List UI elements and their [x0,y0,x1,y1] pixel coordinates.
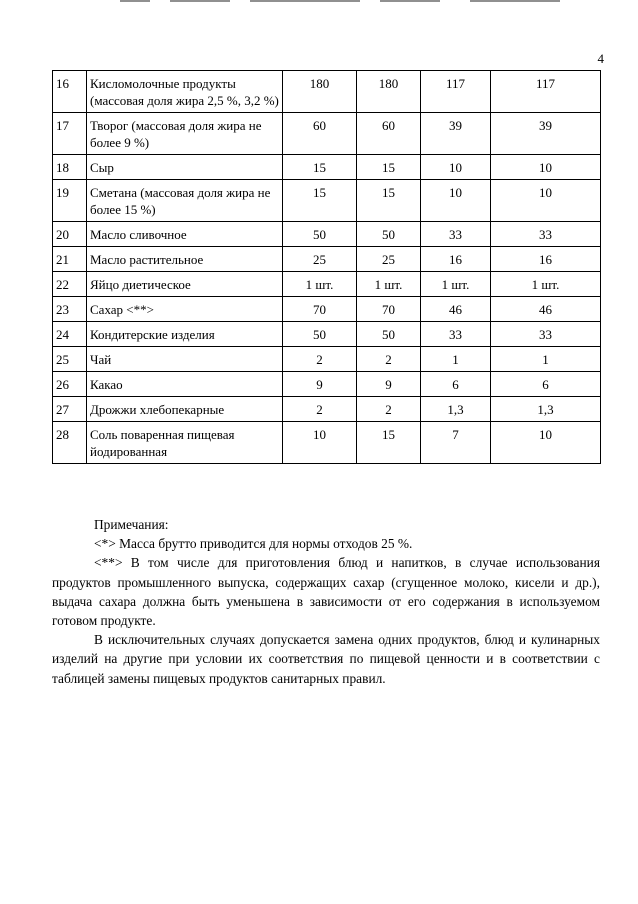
value-cell-col3: 1,3 [421,397,491,422]
value-cell-col2: 15 [357,155,421,180]
row-number-cell: 18 [53,155,87,180]
value-cell-col1: 25 [283,247,357,272]
value-cell-col4: 33 [491,222,601,247]
value-cell-col1: 10 [283,422,357,464]
value-cell-col3: 39 [421,113,491,155]
product-name-cell: Соль поваренная пищевая йодированная [87,422,283,464]
notes-heading: Примечания: [94,517,169,532]
row-number-cell: 27 [53,397,87,422]
value-cell-col4: 39 [491,113,601,155]
value-cell-col4: 117 [491,71,601,113]
value-cell-col3: 10 [421,155,491,180]
product-name-cell: Сметана (массовая доля жира не более 15 %) [87,180,283,222]
value-cell-col3: 117 [421,71,491,113]
table-row [53,397,601,422]
row-number-cell: 17 [53,113,87,155]
value-cell-col3: 33 [421,322,491,347]
value-cell-col2: 2 [357,347,421,372]
table-row [53,272,601,297]
table-row [53,347,601,372]
row-number-cell: 21 [53,247,87,272]
scan-artifact [380,0,440,2]
value-cell-col1: 9 [283,372,357,397]
note-gross-weight: <*> Масса брутто приводится для нормы отходов 25 %. [94,536,413,552]
value-cell-col3: 10 [421,180,491,222]
value-cell-col2: 1 шт. [357,272,421,297]
table-row [53,322,601,347]
value-cell-col2: 25 [357,247,421,272]
value-cell-col1: 2 [283,347,357,372]
product-name-cell: Чай [87,347,283,372]
product-name-cell: Сахар <**> [87,297,283,322]
row-number-cell: 26 [53,372,87,397]
value-cell-col2: 15 [357,180,421,222]
value-cell-col2: 50 [357,322,421,347]
product-name-cell: Масло растительное [87,247,283,272]
substitution-paragraph: В исключительных случаях допускается замена одних продуктов, блюд и кулинарных изделий на другие при условии их соответствия по пищевой ценности и в соответствии с таблицей замены пищевых продуктов санитарных правил. [52,632,600,686]
value-cell-col3: 33 [421,222,491,247]
page-number: 4 [597,51,604,66]
table-body [53,71,601,464]
value-cell-col2: 50 [357,222,421,247]
value-cell-col2: 180 [357,71,421,113]
value-cell-col4: 10 [491,180,601,222]
value-cell-col1: 60 [283,113,357,155]
row-number-cell: 24 [53,322,87,347]
value-cell-col2: 15 [357,422,421,464]
value-cell-col3: 46 [421,297,491,322]
row-number-cell: 23 [53,297,87,322]
note-sugar: <**> В том числе для приготовления блюд и напитков, в случае использования продуктов промышленного выпуска, содержащих сахар (сгущенное молоко, кисели и др.), выдача сахара должна быть уменьшена в зависимости от его содержания в используемом готовом продукте. [52,555,600,629]
scan-artifact [120,0,150,2]
value-cell-col4: 1,3 [491,397,601,422]
value-cell-col2: 70 [357,297,421,322]
table-row [53,155,601,180]
table-row [53,247,601,272]
value-cell-col1: 70 [283,297,357,322]
value-cell-col3: 7 [421,422,491,464]
food-norms-table [52,70,601,464]
row-number-cell: 28 [53,422,87,464]
product-name-cell: Какао [87,372,283,397]
value-cell-col4: 1 шт. [491,272,601,297]
value-cell-col2: 9 [357,372,421,397]
product-name-cell: Творог (массовая доля жира не более 9 %) [87,113,283,155]
table-row [53,422,601,464]
table-row [53,222,601,247]
value-cell-col3: 16 [421,247,491,272]
value-cell-col1: 1 шт. [283,272,357,297]
table-row [53,113,601,155]
value-cell-col3: 6 [421,372,491,397]
product-name-cell: Масло сливочное [87,222,283,247]
value-cell-col4: 46 [491,297,601,322]
scan-artifact [170,0,230,2]
row-number-cell: 25 [53,347,87,372]
table-row [53,297,601,322]
value-cell-col4: 33 [491,322,601,347]
product-name-cell: Дрожжи хлебопекарные [87,397,283,422]
scan-artifact [250,0,360,2]
scan-artifact [470,0,560,2]
row-number-cell: 20 [53,222,87,247]
product-name-cell: Яйцо диетическое [87,272,283,297]
product-name-cell: Сыр [87,155,283,180]
table-row [53,71,601,113]
row-number-cell: 19 [53,180,87,222]
value-cell-col4: 10 [491,155,601,180]
value-cell-col1: 50 [283,222,357,247]
value-cell-col4: 6 [491,372,601,397]
value-cell-col1: 15 [283,180,357,222]
notes-section [52,515,600,688]
product-name-cell: Кисломолочные продукты (массовая доля жира 2,5 %, 3,2 %) [87,71,283,113]
value-cell-col4: 16 [491,247,601,272]
value-cell-col4: 10 [491,422,601,464]
value-cell-col4: 1 [491,347,601,372]
table-row [53,180,601,222]
value-cell-col1: 15 [283,155,357,180]
row-number-cell: 16 [53,71,87,113]
value-cell-col1: 180 [283,71,357,113]
value-cell-col2: 60 [357,113,421,155]
table-row [53,372,601,397]
value-cell-col1: 2 [283,397,357,422]
value-cell-col3: 1 шт. [421,272,491,297]
value-cell-col1: 50 [283,322,357,347]
row-number-cell: 22 [53,272,87,297]
value-cell-col2: 2 [357,397,421,422]
product-name-cell: Кондитерские изделия [87,322,283,347]
value-cell-col3: 1 [421,347,491,372]
